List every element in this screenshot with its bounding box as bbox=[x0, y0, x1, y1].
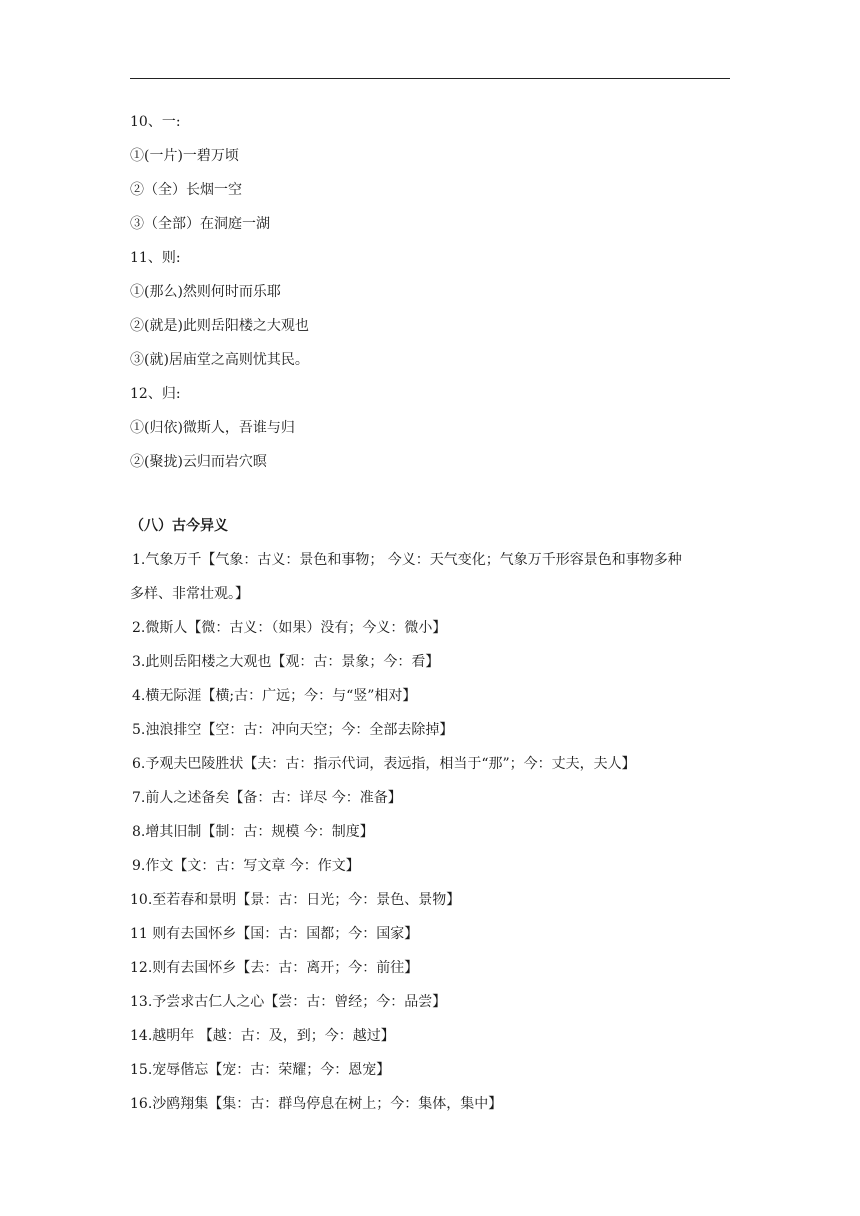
gujin-item: 7.前人之述备矣【备：古：详尽 今：准备】 bbox=[132, 790, 402, 806]
entry-heading: 10、一: bbox=[130, 114, 181, 130]
entry-line: ①(归依)微斯人，吾谁与归 bbox=[130, 420, 295, 436]
gujin-item: 12.则有去国怀乡【去：古：离开；今：前往】 bbox=[130, 960, 419, 976]
entry-line: ②(聚拢)云归而岩穴暝 bbox=[130, 454, 267, 470]
gujin-item-continuation: 多样、非常壮观。】 bbox=[130, 586, 249, 602]
header-rule bbox=[130, 78, 730, 79]
entry-heading: 12、归: bbox=[130, 386, 181, 402]
entry-line: ③（全部）在洞庭一湖 bbox=[130, 216, 270, 232]
gujin-item: 2.微斯人【微：古义：（如果）没有；今义：微小】 bbox=[132, 620, 447, 636]
gujin-item: 11 则有去国怀乡【国：古：国都；今：国家】 bbox=[130, 926, 419, 942]
gujin-item: 9.作文【文：古：写文章 今：作文】 bbox=[132, 858, 360, 874]
gujin-item: 14.越明年 【越：古：及，到；今：越过】 bbox=[130, 1028, 395, 1044]
gujin-item: 4.横无际涯【横;古：广远；今：与“竖”相对】 bbox=[132, 688, 417, 704]
entry-line: ①(那么)然则何时而乐耶 bbox=[130, 284, 281, 300]
entry-line: ③(就)居庙堂之高则忧其民。 bbox=[130, 352, 309, 368]
gujin-item: 10.至若春和景明【景：古：日光；今：景色、景物】 bbox=[130, 892, 461, 908]
gujin-item: 5.浊浪排空【空：古：冲向天空；今：全部去除掉】 bbox=[132, 722, 454, 738]
entry-line: ②（全）长烟一空 bbox=[130, 182, 242, 198]
gujin-item: 8.增其旧制【制：古：规模 今：制度】 bbox=[132, 824, 374, 840]
entry-line: ②(就是)此则岳阳楼之大观也 bbox=[130, 318, 309, 334]
section-heading: （八）古今异义 bbox=[130, 518, 228, 534]
gujin-item: 15.宠辱偕忘【宠：古：荣耀；今：恩宠】 bbox=[130, 1062, 391, 1078]
entry-line: ①(一片)一碧万顷 bbox=[130, 148, 239, 164]
gujin-item: 3.此则岳阳楼之大观也【观：古：景象；今：看】 bbox=[132, 654, 440, 670]
gujin-item: 6.予观夫巴陵胜状【夫：古：指示代词，表远指，相当于“那”；今：丈夫，夫人】 bbox=[132, 756, 636, 772]
gujin-item: 1.气象万千【气象：古义：景色和事物； 今义：天气变化；气象万千形容景色和事物多种 bbox=[132, 552, 682, 568]
gujin-item: 13.予尝求古仁人之心【尝：古：曾经；今：品尝】 bbox=[130, 994, 447, 1010]
gujin-item: 16.沙鸥翔集【集：古：群鸟停息在树上；今：集体，集中】 bbox=[130, 1096, 503, 1112]
entry-heading: 11、则: bbox=[130, 250, 181, 266]
